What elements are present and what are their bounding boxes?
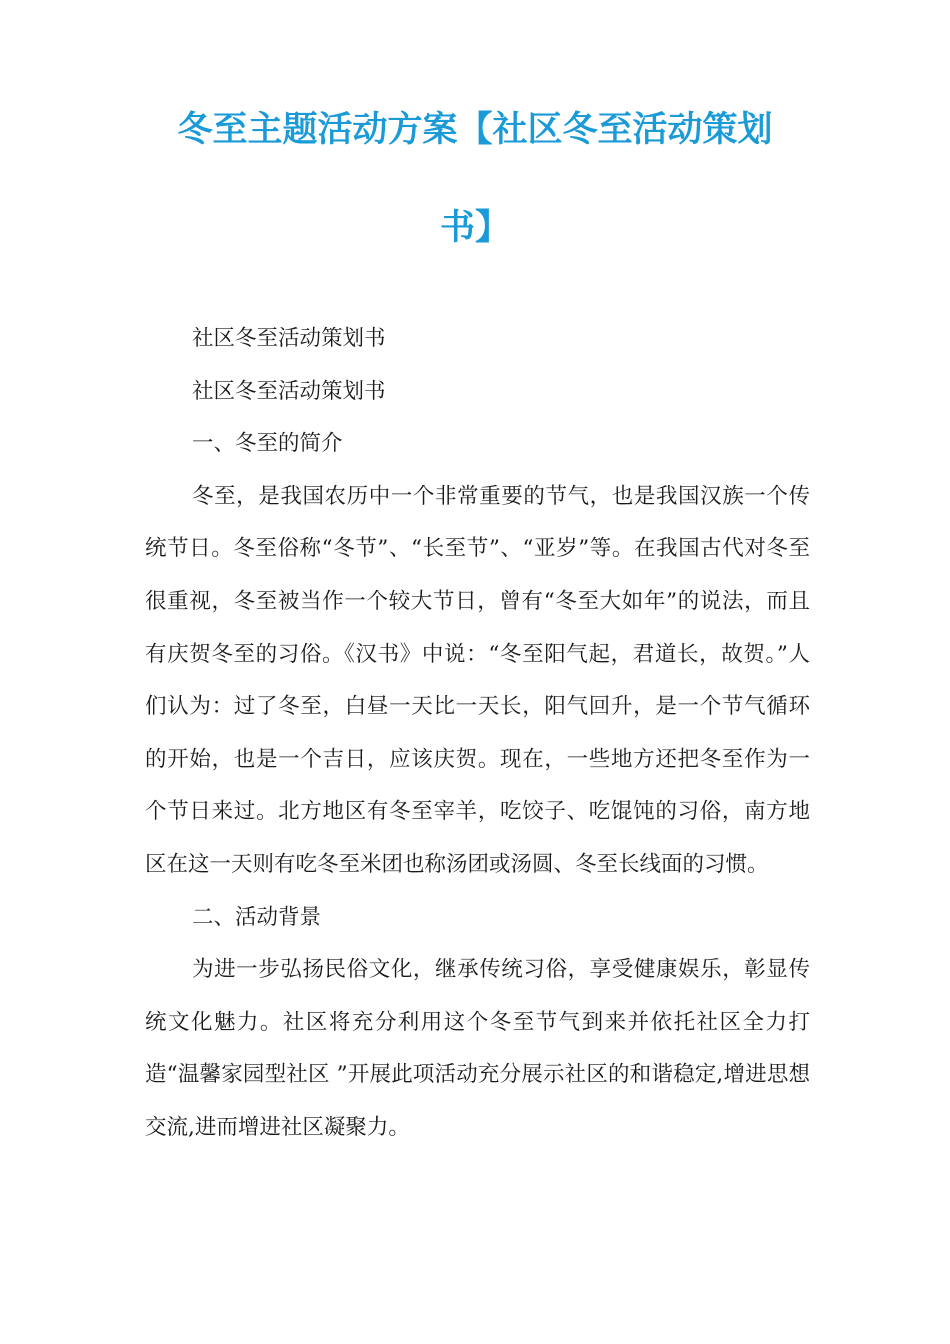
background-paragraph: 为进一步弘扬民俗文化，继承传统习俗，享受健康娱乐，彰显传统文化魅力。社区将充分利用这个冬至节气到来并依托社区全力打造“温馨家园型社区 ”开展此项活动充分展示社区的和谐稳定,增进思想交流,进而增进社区凝聚力。 bbox=[145, 957, 810, 1140]
document-body bbox=[145, 313, 810, 1155]
document-title-line-1: 冬至主题活动方案【社区冬至活动策划 bbox=[177, 110, 773, 150]
subtitle-paragraph-repeat: 社区冬至活动策划书 bbox=[192, 378, 386, 404]
subtitle-paragraph: 社区冬至活动策划书 bbox=[192, 326, 386, 351]
section-heading-background: 二、活动背景 bbox=[192, 904, 322, 930]
document-title-line-2: 书】 bbox=[439, 208, 510, 248]
section-heading-intro: 一、冬至的简介 bbox=[192, 431, 343, 457]
intro-paragraph: 冬至，是我国农历中一个非常重要的节气，也是我国汉族一个传统节日。冬至俗称“冬节”、“长至节”、“亚岁”等。在我国古代对冬至很重视，冬至被当作一个较大节日，曾有“冬至大如年”的说法，而且有庆贺冬至的习俗。《汉书》中说：“冬至阳气起，君道长，故贺。”人们认为：过了冬至，白昼一天比一天长，阳气回升，是一个节气循环的开始，也是一个吉日，应该庆贺。现在，一些地方还把冬至作为一个节日来过。北方地区有冬至宰羊，吃饺子、吃馄饨的习俗，南方地区在这一天则有吃冬至米团也称汤团或汤圆、冬至长线面的习惯。 bbox=[145, 483, 810, 877]
